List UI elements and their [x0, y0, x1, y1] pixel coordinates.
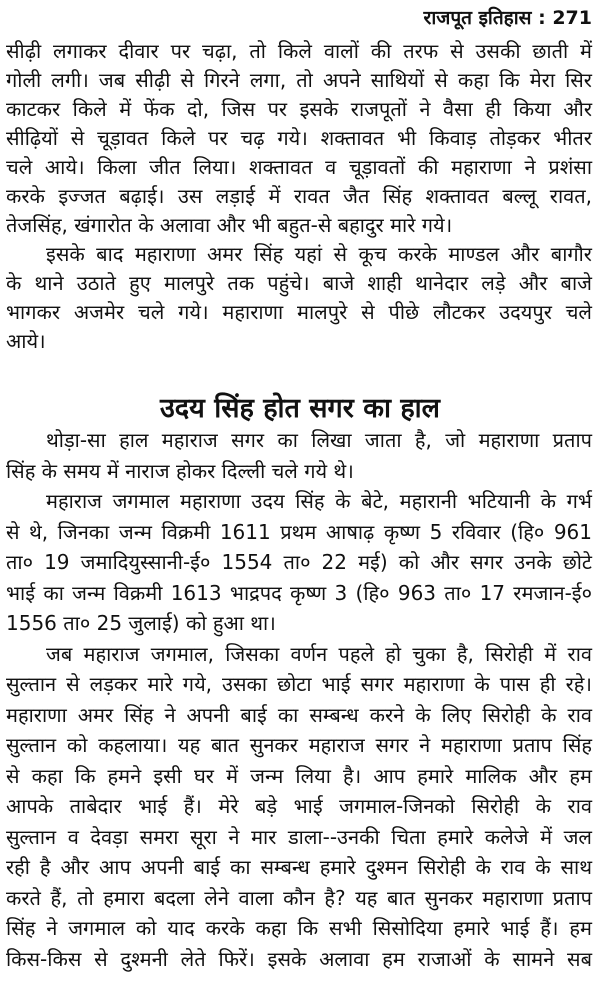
- text-line: सीढ़ी लगाकर दीवार पर चढ़ा, तो किले वालों की तरफ से उसकी छाती में: [6, 39, 592, 63]
- text-line: जब महाराज जगमाल, जिसका वर्णन पहले हो चुका है, सिरोही में राव: [46, 641, 592, 666]
- text-line: आपके ताबेदार भाई हैं। मेरे बड़े भाई जगमाल-जिनको सिरोही के राव: [6, 794, 592, 818]
- text-line: करके इज्जत बढ़ाई। उस लड़ाई में रावत जैत सिंह शक्तावत बल्लू रावत,: [6, 184, 592, 208]
- text-line: के थाने उठाते हुए मालपुरे तक पहुंचे। बाजे शाही थानेदार लड़े और बाजे: [6, 271, 592, 295]
- section-text-block-2: [6, 425, 592, 974]
- text-line: से कहा कि हमने इसी घर में जन्म लिया है। आप हमारे मालिक और हम: [6, 763, 592, 788]
- text-line: किस-किस से दुश्मनी लेते फिरें। इसके अलावा हम राजाओं के सामने सब: [6, 946, 592, 971]
- text-line: सीढ़ियों से चूड़ावत किले पर चढ़ गये। शक्तावत भी किवाड़ तोड़कर भीतर: [6, 126, 592, 150]
- text-line: महाराणा अमर सिंह ने अपनी बाई का सम्बन्ध करने के लिए सिरोही के राव: [6, 702, 592, 727]
- text-line: करते हैं, तो हमारा बदला लेने वाला कौन है? यह बात सुनकर महाराणा प्रताप: [6, 885, 592, 910]
- text-line: चले आये। किला जीत लिया। शक्तावत व चूड़ावतों की महाराणा ने प्रशंसा: [6, 155, 592, 179]
- text-line: सुल्तान व देवड़ा समरा सूरा ने मार डाला--उनकी चिता हमारे कलेजे में जल: [6, 824, 592, 849]
- section-heading: उदय सिंह होत सगर का हाल: [160, 393, 440, 424]
- text-line: महाराज जगमाल महाराणा उदय सिंह के बेटे, महारानी भटियानी के गर्भ: [46, 489, 592, 513]
- text-line: भागकर अजमेर चले गये। महाराणा मालपुरे से पीछे लौटकर उदयपुर चले: [6, 300, 592, 324]
- text-line: से थे, जिनका जन्म विक्रमी 1611 प्रथम आषाढ़ कृष्ण 5 रविवार (हि० 961: [6, 519, 592, 544]
- section-text-block-1: [6, 37, 592, 356]
- text-line: ता० 19 जमादियुस्सानी-ई० 1554 ता० 22 मई) को और सगर उनके छोटे: [6, 550, 592, 574]
- text-line: इसके बाद महाराणा अमर सिंह यहां से कूच करके माण्डल और बागौर: [46, 242, 592, 266]
- text-line: काटकर किले में फेंक दो, जिस पर इसके राजपूतों ने वैसा ही किया और: [6, 97, 592, 121]
- text-line: गोली लगी। जब सीढ़ी से गिरने लगा, तो अपने साथियों से कहा कि मेरा सिर: [6, 68, 592, 92]
- text-line: आये।: [6, 329, 46, 353]
- text-line: सुल्तान को कहलाया। यह बात सुनकर महाराज सगर ने महाराणा प्रताप सिंह: [6, 733, 592, 757]
- text-line: सिंह के समय में नाराज होकर दिल्ली चले गये थे।: [6, 458, 354, 483]
- text-line: रही है और आप अपनी बाई का सम्बन्ध हमारे दुश्मन सिरोही के राव के साथ: [6, 855, 592, 879]
- text-line: सिंह ने जगमाल को याद करके कहा कि सभी सिसोदिया हमारे भाई हैं। हम: [6, 916, 592, 940]
- text-line: सुल्तान से लड़कर मारे गये, उसका छोटा भाई सगर महाराणा के पास ही रहे।: [6, 672, 592, 696]
- text-line: भाई का जन्म विक्रमी 1613 भाद्रपद कृष्ण 3 (हि० 963 ता० 17 रमजान-ई०: [6, 580, 592, 605]
- text-line: 1556 ता० 25 जुलाई) को हुआ था।: [6, 611, 276, 635]
- running-header-page-number: राजपूत इतिहास : 271: [423, 7, 592, 29]
- text-line: तेजसिंह, खंगारोत के अलावा और भी बहुत-से बहादुर मारे गये।: [6, 213, 453, 237]
- text-line: थोड़ा-सा हाल महाराज सगर का लिखा जाता है, जो महाराणा प्रताप: [46, 428, 592, 452]
